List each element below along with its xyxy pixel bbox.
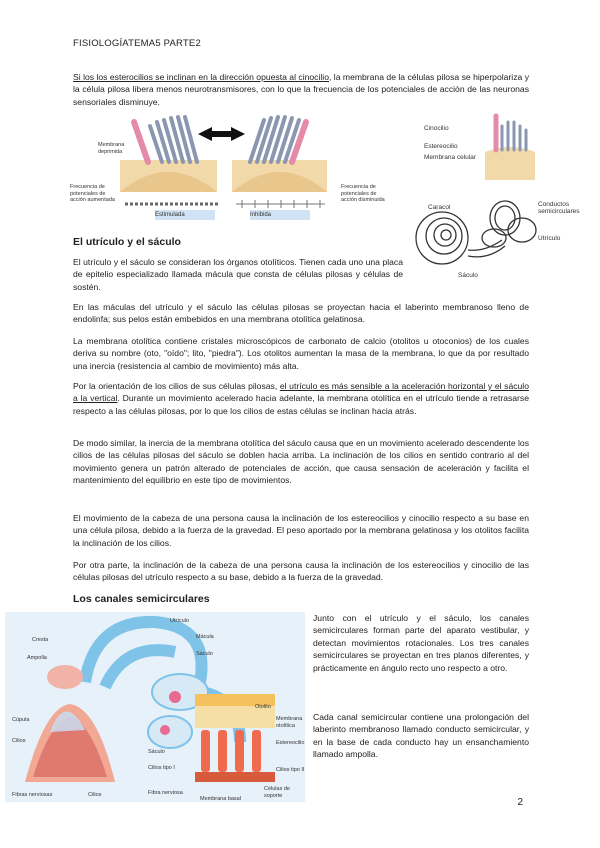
- ampulla-drawing: [47, 665, 83, 689]
- label-stimulated: Estimulada: [155, 212, 185, 218]
- label-saccule-lower: Sáculo: [148, 749, 165, 755]
- label-crest: Cresta: [32, 637, 49, 643]
- paragraph-head-movement: El movimiento de la cabeza de una persona causa la inclinación de los estereocilios y cinocilio respecto a su base en una célula pilosa, debido a la fuerza de la gravedad. El peso aportado por la membrana gelatinosa y los otolitos facilita la inclinación de los cilios.: [73, 513, 529, 548]
- paragraph-orientation: Por la orientación de los cilios de sus células pilosas, el utrículo es más sensible a la aceleración horizontal y el sáculo a la vertical. Durante un movimiento acelerado hacia adelante, la membrana otolítica en el utrículo tiende a retrasarse respecto a las células pilosas, por lo que los cilios de estas células se inclinan hacia atrás.: [73, 381, 529, 416]
- label-nerve-fibers: Fibras nerviosas: [12, 792, 53, 798]
- label-basal-membrane: Membrana basal: [200, 796, 241, 802]
- section-title-semicircular-canals: Los canales semicirculares: [73, 593, 210, 605]
- underlined-sensitivity: el utrículo es más sensible a la aceleración horizontal y el sáculo a la vertical: [73, 381, 529, 404]
- label-utricle: Utrículo: [538, 235, 561, 242]
- semicircular-canals-drawing: [468, 201, 536, 257]
- inner-ear-figure: [410, 190, 540, 275]
- label-semicircular-ducts: Conductos semicirculares: [538, 201, 580, 215]
- label-stereocilium-canal: Estereocilio: [276, 740, 305, 746]
- cochlea-drawing: [416, 212, 468, 264]
- label-kinocilium: Cinocilio: [424, 125, 449, 132]
- label-macula: Mácula: [196, 634, 214, 640]
- intro-rest: , la membrana de la células pilosa se hiperpolariza y la célula pilosa libera menos neurotransmisores, con lo que la frecuencia de los potenciales de acción de las neuronas sensoriales disminuye.: [73, 72, 529, 107]
- label-otolith: Otolito: [255, 704, 271, 710]
- paragraph-maculae: En las máculas del utrículo y el sáculo las células pilosas se proyectan hacia el laberinto membranoso lleno de endolinfa; sus pelos están embebidos en una membrana otolítica gelatinosa.: [73, 302, 529, 325]
- page-header: FISIOLOGÍATEMA5 PARTE2: [73, 38, 201, 49]
- label-cilia-type-one: Cilios tipo I: [148, 765, 175, 771]
- paragraph-otolithic-membrane: La membrana otolítica contiene cristales microscópicos de carbonato de calcio (otolitos u otoconios) de los cuales deriva su nombre (oto, "oído"; lito, "piedra"). Los otolitos aumentan la masa de la membrana, lo que da por resultado una inercia (resistencia al cambio de movimiento) más alta.: [73, 336, 529, 371]
- paragraph-saccule-inertia: De modo similar, la inercia de la membrana otolítica del sáculo causa que en un movimiento acelerado descendente los cilios de las células pilosas del sáculo se doblen hacia arriba. La inclinación de los cilios en sentido contrario al del movimiento genera un patrón alterado de potenciales de acción, que causa sensación de aceleración y facilita el mantenimiento del equilibrio en este tipo de movimientos.: [73, 438, 529, 486]
- paragraph-canals-intro: Junto con el utrículo y el sáculo, los canales semicirculares forman parte del aparato vestibular, y detectan movimientos rotacionales. Los tres canales semicirculares se proyectan en tres planos diferentes, y prácticamente en ángulo recto uno respecto a otro.: [313, 613, 529, 673]
- hair-cell-stimulation-figure: [70, 112, 370, 224]
- paragraph-head-tilt: Por otra parte, la inclinación de la cabeza de una persona causa la inclinación de los estereocilios y cinocilio de las células pilosas del utrículo respecto a su base, debido a la fuerza de la gravedad.: [73, 560, 529, 583]
- label-stereocilium: Estereocilio: [424, 143, 458, 150]
- hair-cell-structure-figure: [480, 112, 540, 182]
- label-membrane-depressed: Membrana deprimida: [98, 142, 125, 155]
- label-cilia-left: Cilios: [12, 738, 26, 744]
- paragraph-otolith-organs: El utrículo y el sáculo se consideran los órganos otolíticos. Tienen cada uno una placa de epitelio especializado llamada mácula que consta de células pilosas y células de sostén.: [73, 257, 403, 292]
- label-cilia-type-two: Cilios tipo II: [276, 767, 305, 773]
- paragraph-canals-ampulla: Cada canal semicircular contiene una prolongación del laberinto membranoso llamado conducto semicircular, y en la base de cada conducto hay un ensanchamiento llamado ampolla.: [313, 712, 529, 760]
- label-inhibited: Inhibida: [250, 212, 272, 218]
- kinocilium-right: [292, 122, 306, 162]
- label-saccule-canal: Sáculo: [196, 651, 213, 657]
- label-support-cells: Células de soporte: [264, 786, 290, 799]
- section-title-utricle-saccule: El utrículo y el sáculo: [73, 236, 181, 248]
- stereocilia-left: [150, 117, 197, 162]
- page-number: 2: [517, 797, 523, 808]
- label-frequency-increased: Frecuencia de potenciales de acción aumentada: [70, 184, 115, 203]
- label-otolithic-membrane: Membrana otolítica: [276, 716, 303, 729]
- intro-paragraph: [73, 71, 529, 108]
- label-cupula: Cúpula: [12, 717, 30, 723]
- arrow-right-icon: [213, 127, 245, 141]
- label-cilia-bottom: Cilios: [88, 792, 102, 798]
- label-cell-membrane: Membrana celular: [424, 154, 477, 161]
- label-cochlea: Caracol: [428, 204, 451, 211]
- intro-underlined: Si los los esterocilios se inclinan en la dirección opuesta al cinocilio: [73, 72, 329, 82]
- label-ampulla: Ampolla: [27, 655, 47, 661]
- label-nerve-fiber: Fibra nerviosa: [148, 790, 183, 796]
- label-frequency-decreased: Frecuencia de potenciales de acción disminuida: [341, 184, 385, 203]
- label-saccule: Sáculo: [458, 272, 478, 279]
- label-utricle-canal: Utrículo: [170, 618, 189, 624]
